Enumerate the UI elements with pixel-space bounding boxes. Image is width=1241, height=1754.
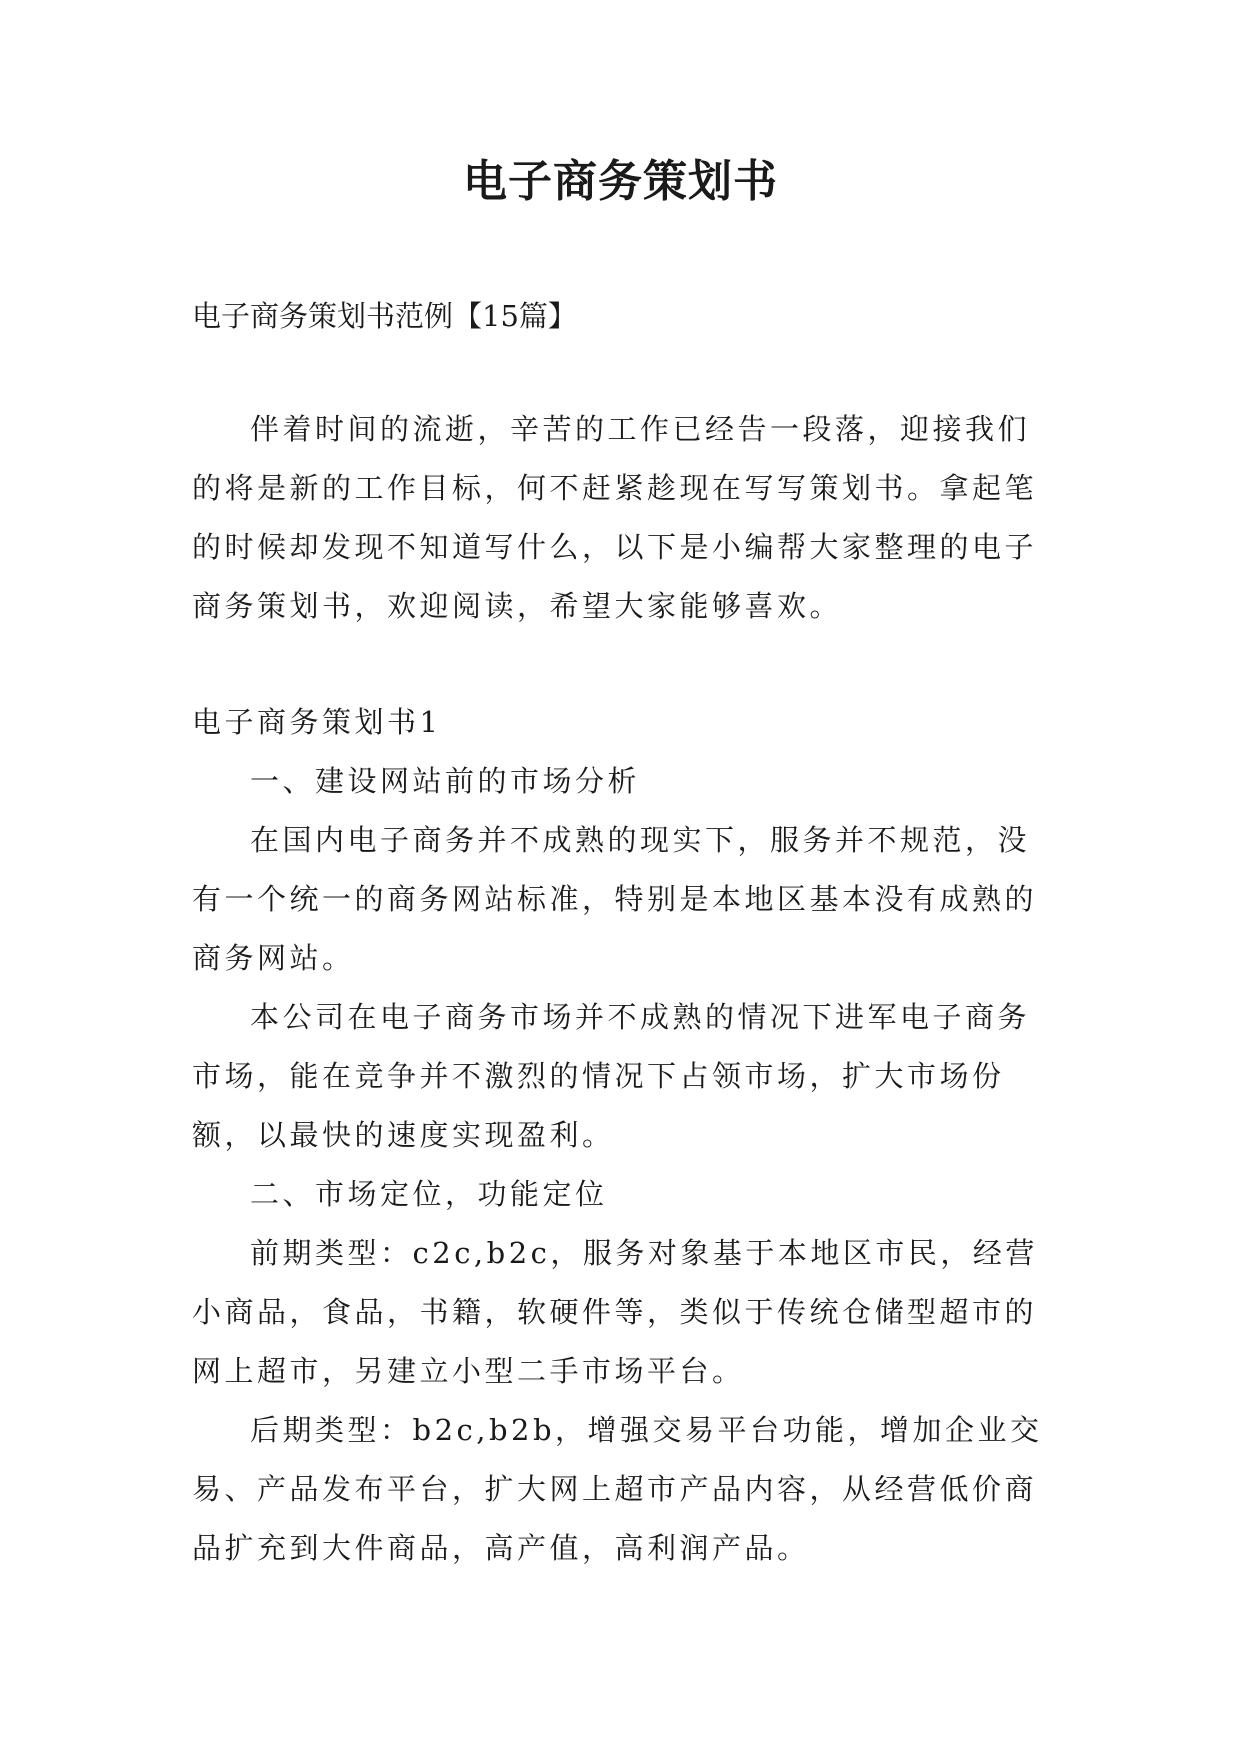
- section-1: [192, 693, 1062, 1578]
- body-paragraph: 后期类型：b2c,b2b，增强交易平台功能，增加企业交易、产品发布平台，扩大网上超市产品内容，从经营低价商品扩充到大件商品，高产值，高利润产品。: [192, 1413, 1043, 1565]
- document-subtitle: 电子商务策划书范例【15篇】: [192, 299, 577, 333]
- body-paragraph: 本公司在电子商务市场并不成熟的情况下进军电子商务市场，能在竞争并不激烈的情况下占领市场，扩大市场份额，以最快的速度实现盈利。: [192, 1000, 1031, 1152]
- section-title: 电子商务策划书1: [192, 705, 442, 739]
- body-paragraph: 在国内电子商务并不成熟的现实下，服务并不规范，没有一个统一的商务网站标准，特别是本地区基本没有成熟的商务网站。: [192, 823, 1038, 975]
- section-heading-2: 二、市场定位，功能定位: [250, 1177, 608, 1211]
- document-title: 电子商务策划书: [463, 156, 778, 207]
- intro-block: [192, 400, 1062, 636]
- section-heading-1: 一、建设网站前的市场分析: [250, 764, 641, 798]
- intro-paragraph: 伴着时间的流逝，辛苦的工作已经告一段落，迎接我们的将是新的工作目标，何不赶紧趁现在写写策划书。拿起笔的时候却发现不知道写什么，以下是小编帮大家整理的电子商务策划书，欢迎阅读，希望大家能够喜欢。: [192, 412, 1038, 623]
- body-paragraph: 前期类型：c2c,b2c，服务对象基于本地区市民，经营小商品，食品，书籍，软硬件等，类似于传统仓储型超市的网上超市，另建立小型二手市场平台。: [192, 1236, 1038, 1388]
